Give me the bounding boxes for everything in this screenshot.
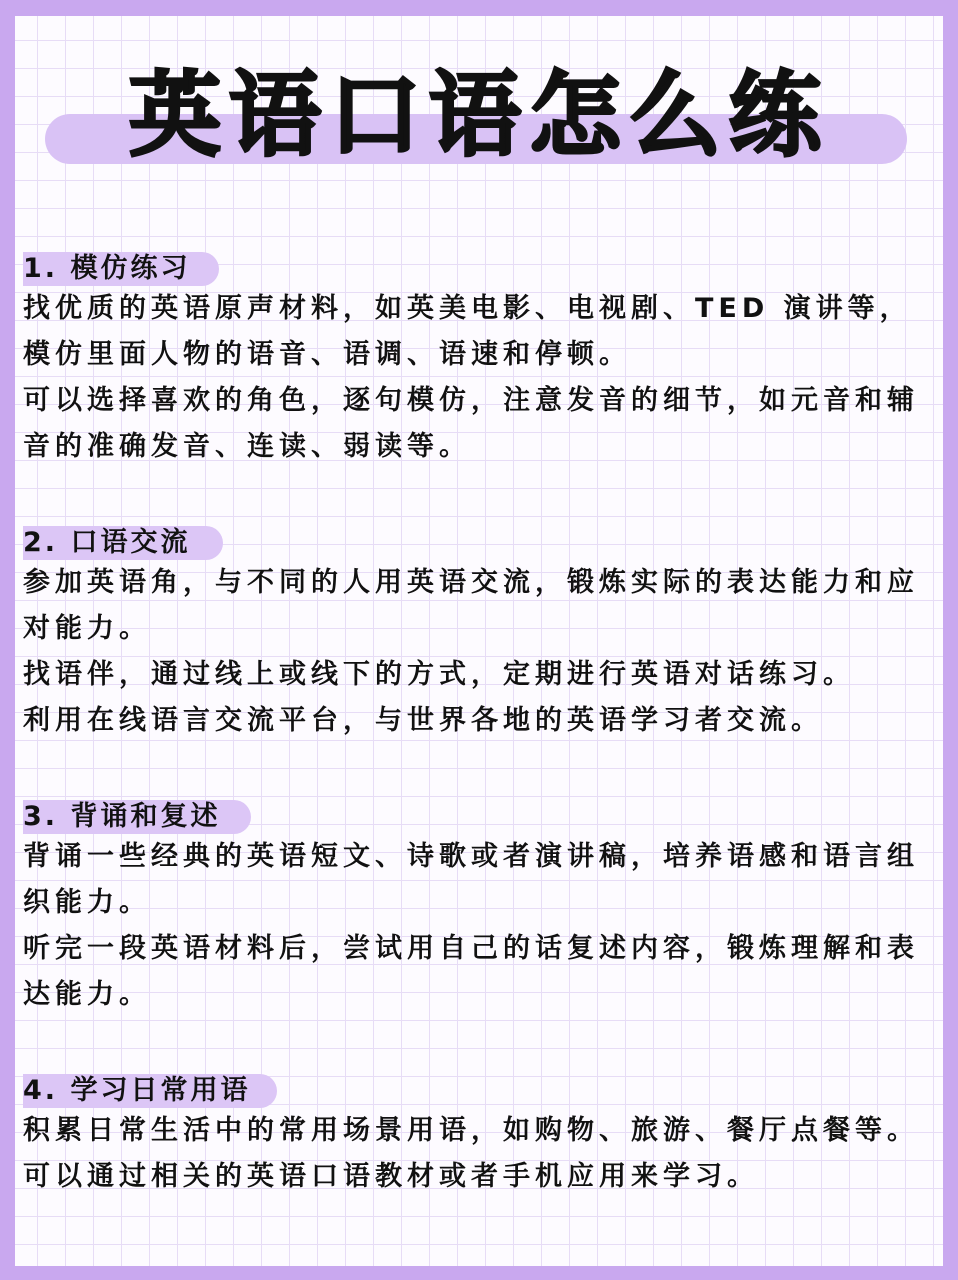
paragraph: 背诵一些经典的英语短文、诗歌或者演讲稿，培养语感和语言组织能力。	[23, 841, 919, 918]
section-heading	[23, 250, 212, 286]
section-heading	[23, 524, 212, 560]
title-area	[15, 56, 943, 176]
section-recitation	[23, 798, 935, 1018]
paragraph: 找语伴，通过线上或线下的方式，定期进行英语对话练习。	[23, 659, 855, 690]
paragraph: 积累日常生活中的常用场景用语，如购物、旅游、餐厅点餐等。	[23, 1115, 919, 1146]
paragraph: 找优质的英语原声材料，如英美电影、电视剧、TED 演讲等，模仿里面人物的语音、语调、语速和停顿。	[23, 293, 912, 370]
section-heading-text: 4. 学习日常用语	[23, 1075, 251, 1106]
grid-paper-sheet	[15, 16, 943, 1266]
section-heading-text: 1. 模仿练习	[23, 253, 191, 284]
section-heading-text: 3. 背诵和复述	[23, 801, 221, 832]
page-title: 英语口语怎么练	[128, 62, 829, 169]
section-heading-text: 2. 口语交流	[23, 527, 191, 558]
paragraph: 听完一段英语材料后，尝试用自己的话复述内容，锻炼理解和表达能力。	[23, 933, 919, 1010]
section-conversation	[23, 524, 935, 744]
section-heading	[23, 1072, 272, 1108]
paragraph: 参加英语角，与不同的人用英语交流，锻炼实际的表达能力和应对能力。	[23, 567, 919, 644]
section-daily-phrases	[23, 1072, 935, 1200]
paragraph: 可以通过相关的英语口语教材或者手机应用来学习。	[23, 1161, 759, 1192]
paragraph: 可以选择喜欢的角色，逐句模仿，注意发音的细节，如元音和辅音的准确发音、连读、弱读等。	[23, 385, 919, 462]
section-heading	[23, 798, 242, 834]
section-imitation	[23, 250, 935, 470]
paragraph: 利用在线语言交流平台，与世界各地的英语学习者交流。	[23, 705, 823, 736]
